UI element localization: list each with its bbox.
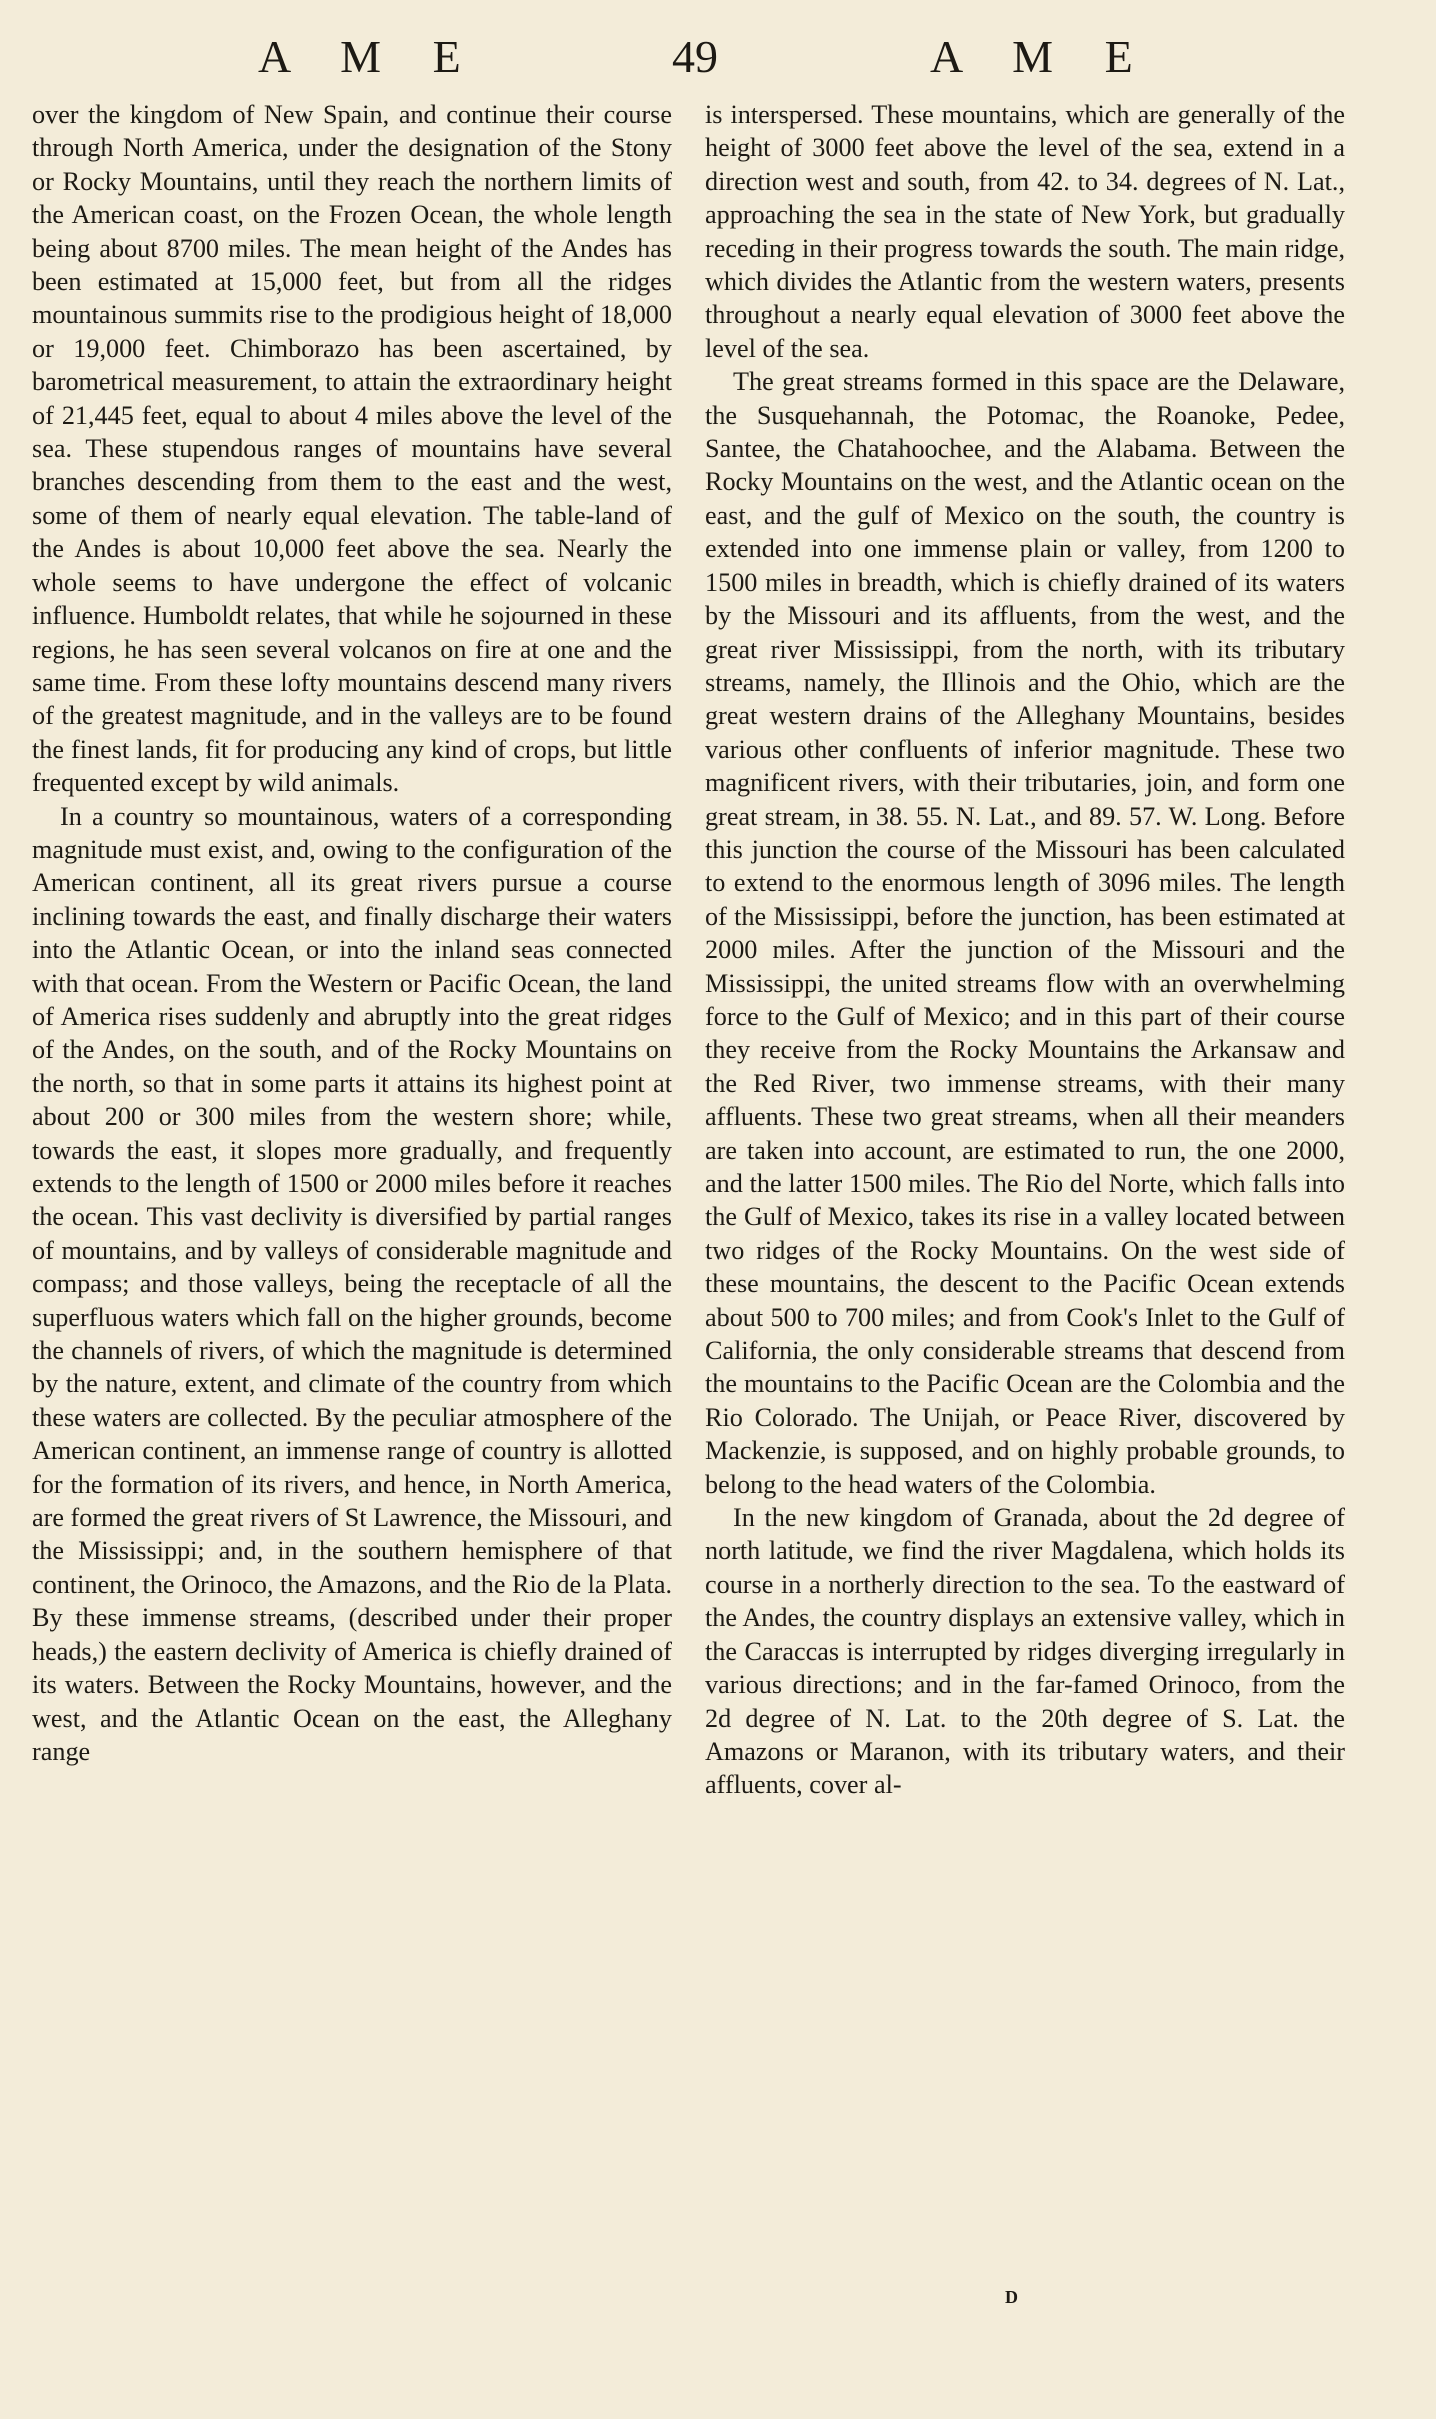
paragraph: The great streams formed in this space are the Delaware, the Susquehannah, the Potomac, the Roanoke, Pedee, Santee, the Chatahoochee, and the Alabama. Between the Rocky Mountains on the west, and the Atlantic ocean on the east, and the gulf of Mexico on the south, the country is extended into one immense plain or valley, from 1200 to 1500 miles in breadth, which is chiefly drained of its waters by the Missouri and its affluents, from the west, and the great river Mississippi, from the north, with its tributary streams, namely, the Illinois and the Ohio, which are the great western drains of the Alleghany Mountains, besides various other confluents of inferior magnitude. These two magnificent rivers, with their tributaries, join, and form one great stream, in 38. 55. N. Lat., and 89. 57. W. Long. Before this junction the course of the Missouri has been calculated to extend to the enormous length of 3096 miles. The length of the Mississippi, before the junction, has been estimated at 2000 miles. After the junction of the Missouri and the Mississippi, the united streams flow with an overwhelming force to the Gulf of Mexico; and in this part of their course they receive from the Rocky Mountains the Arkansaw and the Red River, two immense streams, with their many affluents. These two great streams, when all their meanders are taken into account, are estimated to run, the one 2000, and the latter 1500 miles. The Rio del Norte, which falls into the Gulf of Mexico, takes its rise in a valley located between two ridges of the Rocky Mountains. On the west side of these mountains, the descent to the Pacific Ocean extends about 500 to 700 miles; and from Cook's Inlet to the Gulf of California, the only considerable streams that descend from the mountains to the Pacific Ocean are the Colombia and the Rio Colorado. The Unijah, or Peace River, discovered by Mackenzie, is supposed, and on highly probable grounds, to belong to the head waters of the Colombia. <box>705 367 1345 1499</box>
paragraph: is interspersed. These mountains, which are generally of the height of 3000 feet above the level of the sea, extend in a direction west and south, from 42. to 34. degrees of N. Lat., approaching the sea in the state of New York, but gradually receding in their progress towards the south. The main ridge, which divides the Atlantic from the western waters, presents throughout a nearly equal elevation of 3000 feet above the level of the sea. <box>705 100 1345 363</box>
header-left: A M E <box>258 31 467 82</box>
running-header <box>0 30 1436 90</box>
left-column <box>32 98 672 1768</box>
page-number: 49 <box>672 31 718 82</box>
header-right: A M E <box>930 31 1139 82</box>
signature-mark: D <box>1005 2287 1018 2307</box>
paragraph: In the new kingdom of Granada, about the 2d degree of north latitude, we find the river Magdalena, which holds its course in a northerly direction to the sea. To the eastward of the Andes, the country displays an extensive valley, which in the Caraccas is interrupted by ridges diverging irregularly in various directions; and in the far-famed Orinoco, from the 2d degree of N. Lat. to the 20th degree of S. Lat. the Amazons or Maranon, with its tributary waters, and their affluents, cover al- <box>705 1503 1345 1800</box>
paragraph: over the kingdom of New Spain, and continue their course through North America, under the designation of the Stony or Rocky Mountains, until they reach the northern limits of the American coast, on the Frozen Ocean, the whole length being about 8700 miles. The mean height of the Andes has been estimated at 15,000 feet, but from all the ridges mountainous summits rise to the prodigious height of 18,000 or 19,000 feet. Chimborazo has been ascertained, by barometrical measurement, to attain the extraordinary height of 21,445 feet, equal to about 4 miles above the level of the sea. These stupendous ranges of mountains have several branches descending from them to the east and the west, some of them of nearly equal elevation. The table-land of the Andes is about 10,000 feet above the sea. Nearly the whole seems to have undergone the effect of volcanic influence. Humboldt relates, that while he sojourned in these regions, he has seen several volcanos on fire at one and the same time. From these lofty mountains descend many rivers of the greatest magnitude, and in the valleys are to be found the finest lands, fit for producing any kind of crops, but little frequented except by wild animals. <box>32 100 672 798</box>
right-column <box>705 98 1345 1802</box>
paragraph: In a country so mountainous, waters of a corresponding magnitude must exist, and, owing to the configuration of the American continent, all its great rivers pursue a course inclining towards the east, and finally discharge their waters into the Atlantic Ocean, or into the inland seas connected with that ocean. From the Western or Pacific Ocean, the land of America rises suddenly and abruptly into the great ridges of the Andes, on the south, and of the Rocky Mountains on the north, so that in some parts it attains its highest point at about 200 or 300 miles from the western shore; while, towards the east, it slopes more gradually, and frequently extends to the length of 1500 or 2000 miles before it reaches the ocean. This vast declivity is diversified by partial ranges of mountains, and by valleys of considerable magnitude and compass; and those valleys, being the receptacle of all the superfluous waters which fall on the higher grounds, become the channels of rivers, of which the magnitude is determined by the nature, extent, and climate of the country from which these waters are collected. By the peculiar atmosphere of the American continent, an immense range of country is allotted for the formation of its rivers, and hence, in North America, are formed the great rivers of St Lawrence, the Missouri, and the Mississippi; and, in the southern hemisphere of that continent, the Orinoco, the Amazons, and the Rio de la Plata. By these immense streams, (described under their proper heads,) the eastern declivity of America is chiefly drained of its waters. Between the Rocky Mountains, however, and the west, and the Atlantic Ocean on the east, the Alleghany range <box>32 801 672 1766</box>
